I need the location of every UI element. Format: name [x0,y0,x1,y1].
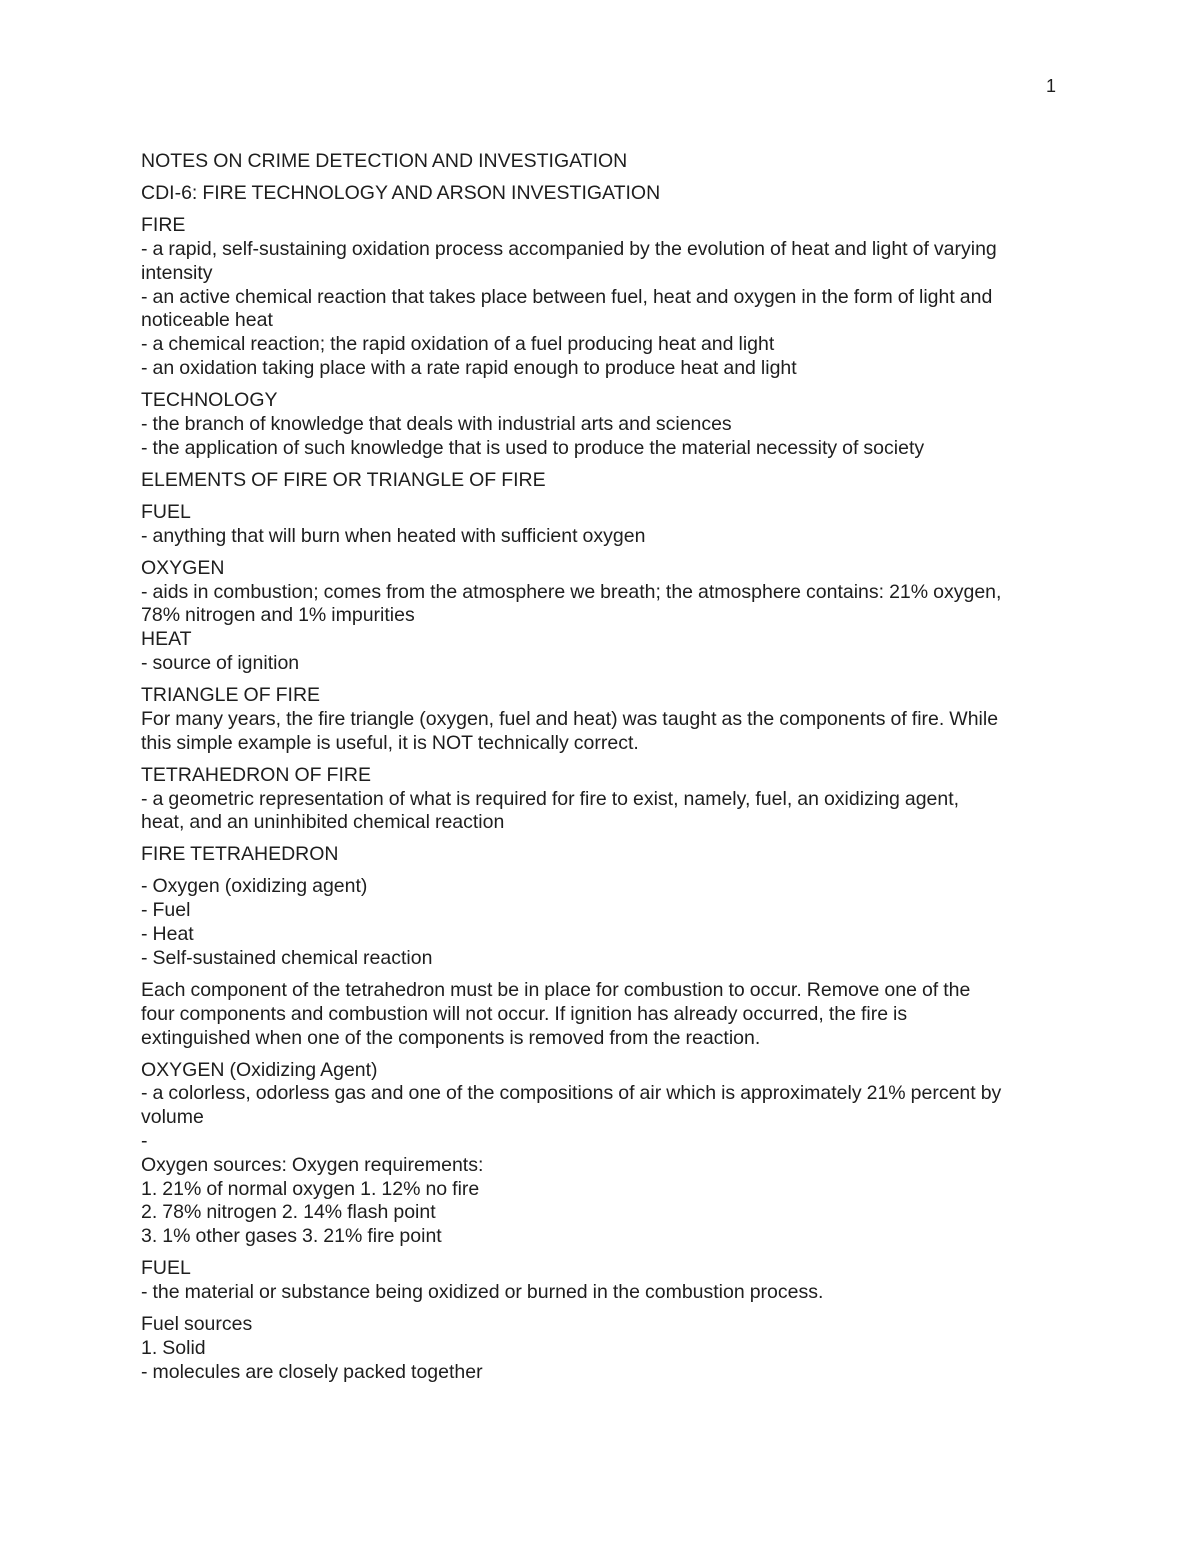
section-heading: TECHNOLOGY [141,389,278,412]
section-heat [141,628,1071,676]
section-triangle [141,684,1071,755]
section-tetrahedron-of-fire [141,764,1071,835]
section-heading: ELEMENTS OF FIRE OR TRIANGLE OF FIRE [141,468,546,491]
section-fire-tetrahedron-list [141,875,1071,970]
section-oxygen [141,557,1071,628]
section-line: intensity [141,261,213,284]
section-line: 3. 1% other gases 3. 21% fire point [141,1225,442,1248]
section-line: - a rapid, self-sustaining oxidation process accompanied by the evolution of heat and light of varying [141,237,997,260]
paragraph-line: Each component of the tetrahedron must be in place for combustion to occur. Remove one of the [141,978,971,1001]
section-fuel [141,501,1071,549]
section-line: - [141,1130,148,1153]
paragraph-line: four components and combustion will not occur. If ignition has already occurred, the fire is [141,1002,908,1025]
section-line: this simple example is useful, it is NOT technically correct. [141,731,639,754]
section-line: - aids in combustion; comes from the atmosphere we breath; the atmosphere contains: 21% oxygen, [141,580,1002,603]
section-heading: FIRE TETRAHEDRON [141,843,339,866]
section-line: - the branch of knowledge that deals with industrial arts and sciences [141,412,732,435]
section-heading: FUEL [141,500,191,523]
section-line: - an active chemical reaction that takes place between fuel, heat and oxygen in the form of light and [141,285,993,308]
section-line: - the application of such knowledge that is used to produce the material necessity of society [141,436,925,459]
section-heading: TRIANGLE OF FIRE [141,684,321,707]
list-item: - Fuel [141,899,191,922]
section-line: heat, and an uninhibited chemical reaction [141,811,505,834]
section-line: 78% nitrogen and 1% impurities [141,604,415,627]
section-heading: OXYGEN [141,556,225,579]
document-title-block [141,150,1071,174]
section-line: 2. 78% nitrogen 2. 14% flash point [141,1201,436,1224]
list-item: - Heat [141,923,194,946]
section-line: - an oxidation taking place with a rate rapid enough to produce heat and light [141,356,797,379]
section-line: noticeable heat [141,309,273,332]
section-fire [141,214,1071,381]
section-line: 1. Solid [141,1337,206,1360]
section-fuel-material [141,1257,1071,1305]
section-heading: Fuel sources [141,1313,253,1336]
section-tetrahedron-paragraph [141,979,1071,1050]
section-line: 1. 21% of normal oxygen 1. 12% no fire [141,1177,480,1200]
section-heading: HEAT [141,628,192,651]
course-title: CDI-6: FIRE TECHNOLOGY AND ARSON INVESTIGATION [141,182,661,205]
section-heading: OXYGEN (Oxidizing Agent) [141,1058,378,1081]
section-elements [141,469,1071,493]
section-heading: FUEL [141,1257,191,1280]
section-line: - anything that will burn when heated with sufficient oxygen [141,524,646,547]
section-line: For many years, the fire triangle (oxygen, fuel and heat) was taught as the components of fire. While [141,707,999,730]
section-technology [141,389,1071,460]
document-title: NOTES ON CRIME DETECTION AND INVESTIGATION [141,150,628,172]
document-body [141,150,1071,1393]
section-line: - source of ignition [141,651,300,674]
section-line: - molecules are closely packed together [141,1360,483,1383]
section-line: - the material or substance being oxidized or burned in the combustion process. [141,1281,824,1304]
section-heading: TETRAHEDRON OF FIRE [141,763,371,786]
section-line: - a colorless, odorless gas and one of the compositions of air which is approximately 21% percent by [141,1082,1002,1105]
section-heading: FIRE [141,214,186,237]
section-line: - a chemical reaction; the rapid oxidation of a fuel producing heat and light [141,333,775,356]
section-oxygen-agent [141,1059,1071,1249]
section-fuel-sources [141,1313,1071,1384]
section-line: volume [141,1106,204,1129]
paragraph-line: extinguished when one of the components is removed from the reaction. [141,1026,761,1049]
list-item: - Self-sustained chemical reaction [141,946,433,969]
course-title-block [141,182,1071,206]
list-item: - Oxygen (oxidizing agent) [141,875,368,898]
section-line: - a geometric representation of what is required for fire to exist, namely, fuel, an oxidizing agent, [141,787,960,810]
section-fire-tetrahedron-heading [141,843,1071,867]
section-line: Oxygen sources: Oxygen requirements: [141,1153,484,1176]
page-number: 1 [1046,76,1057,96]
